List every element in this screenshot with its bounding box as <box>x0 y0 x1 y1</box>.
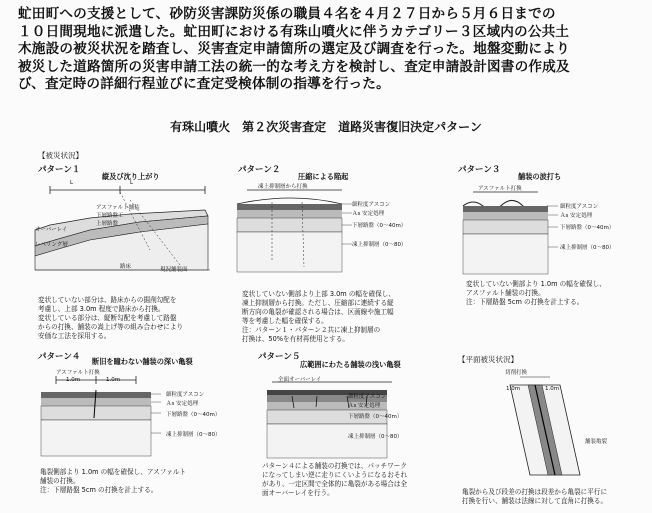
pattern-5-title: パターン５ <box>258 352 301 362</box>
pattern-3-caption: 舗装の波打ち <box>518 172 562 181</box>
intro-line: 木施設の被災状況を踏査し、災害査定申請箇所の選定及び調査を行った。地盤変動により <box>18 41 570 57</box>
section-label: 【被災状況】 <box>38 151 83 160</box>
plan-label: 【平面被災状況】 <box>458 355 518 364</box>
p1-label: 現況舗装面 <box>160 267 188 273</box>
pattern-2-diagram <box>232 182 392 277</box>
pattern-2-caption: 圧縮による陥起 <box>298 172 349 181</box>
p1-label: アスファルト舗装 <box>96 205 140 211</box>
intro-line: び、査定時の詳細行程並びに査定受検体制の指導を行った。 <box>18 76 390 92</box>
p3-label: Ａs 安定処理 <box>560 213 593 219</box>
plan-dim: 1.0m <box>506 386 521 392</box>
p1-label: レベリング層 <box>35 242 68 248</box>
p4-label: Ａs 安定処理 <box>166 401 199 407</box>
intro-line: 虻田町への支援として、砂防災害課防災係の職員４名を４月２７日から５月６日までの <box>18 6 556 22</box>
intro-line: １０日間現地に派遣した。虻田町における有珠山噴火に伴うカテゴリー３区域内の公共土 <box>18 23 570 40</box>
p2-label: 凍上抑制層（0～80） <box>352 242 407 248</box>
p2-label: Ａs 安定処理 <box>352 211 385 217</box>
p4-dim: 1.0m <box>106 377 121 383</box>
p1-label: 下層路盤工 <box>96 213 124 219</box>
p4-label: アスファルト打換 <box>56 370 100 376</box>
pattern-1-caption: 縦及び沈り上がり <box>102 172 160 181</box>
intro-line: 被災した道路箇所の災害申請工法の統一的な考え方を検討し、査定申請設計図書の作成及 <box>18 58 570 75</box>
plan-diagram <box>470 365 620 485</box>
pattern-1-title: パターン１ <box>38 165 81 175</box>
p1-label: 路床 <box>120 264 132 270</box>
pattern-4-note: 亀裂側部より 1.0m の幅を確保し、アスファルト 舗装の打換。 注：下層路盤 5cm の打換を計上する。 <box>40 468 186 494</box>
intro-paragraph <box>18 6 638 94</box>
pattern-4-title: パターン４ <box>38 352 81 362</box>
p5-label: 凍上抑制層（0～80） <box>348 434 403 440</box>
p5-label: 細粒度アスコン <box>348 394 387 400</box>
p2-label: 凍上抑制層から打換 <box>258 184 308 190</box>
p3-label: 凍上抑制層（0～80） <box>560 245 615 251</box>
plan-dim: 1.0m <box>545 386 560 392</box>
p1-label: 上層路盤 <box>96 221 119 227</box>
p1-dim-l2: L <box>130 180 134 186</box>
plan-label-cut: 切削打換 <box>505 370 528 376</box>
p1-dim-l: L <box>70 180 74 186</box>
pattern-5-note: パターン４による舗装の打換では、パッチワーク になってしまい逆に走りにくいようになるおそれ があり、一定区間で全体的に亀裂がある場合は全 面オーバーレイを行う。 <box>262 462 408 497</box>
pattern-4-caption: 断旧を瞳わない舗装の深い亀裂 <box>92 357 193 366</box>
p3-label: 下層路盤（0～40m） <box>560 225 615 231</box>
p5-label: 下層路盤（0～40m） <box>348 414 403 420</box>
pattern-5-caption: 広範囲にわたる舗装の浅い亀裂 <box>300 360 401 369</box>
plan-note: 亀裂から及び段差の打換は段差から亀裂に平行に 打換を行い、舗装は法線に対して直角に打換る。 <box>462 488 608 505</box>
pattern-1-note: 変状していない部分は、路床からの掘削勾配を 考慮し、上部 3.0m 程度で路床から打換。 変状している部分は、縦断勾配を考慮して路盤 からの打換、舗装の嵩上げ等の組み合わせにより 安価な工法を採用する。 <box>38 296 184 340</box>
pattern-3-title: パターン３ <box>458 165 501 175</box>
p2-label: 細粒度アスコン <box>352 202 391 208</box>
pattern-2-note: 変状していない側部より上部 3.0m の幅を確保し、 凍上抑制層から打換。ただし、圧縮部に連続する縦 断方向の亀裂が確認される場合は、区画線や施工幅 等を考慮した幅を確保する。 注：パターン１・パターン２共に凍上抑制層の 打換は、50%を有材再使用とする。 <box>242 290 395 343</box>
p2-label: 下層路盤（0～40m） <box>352 223 407 229</box>
pattern-3-note: 変状していない側部より 1.0m の幅を確保し、 アスファルト舗装の打換。 注：下層路盤 5cm の打換を計上する。 <box>466 280 606 306</box>
pattern-2-title: パターン２ <box>238 165 281 175</box>
p3-label: 細粒度アスコン <box>560 204 599 210</box>
p5-label: Ａs 安定処理 <box>348 403 381 409</box>
p4-dim: 1.0m <box>66 377 81 383</box>
p4-label: 凍上抑制層（0～80） <box>166 432 221 438</box>
p4-label: 下層路盤（0～40m） <box>166 412 221 418</box>
plan-label-crack: 舗装亀裂 <box>585 439 608 445</box>
p4-label: 細粒度アスコン <box>166 392 205 398</box>
p1-label: オーバーレイ <box>35 227 68 233</box>
p5-label: 全面オーバーレイ <box>278 377 322 383</box>
p3-label: アスファルト打換 <box>478 186 522 192</box>
document-title: 有珠山噴火 第２次災害査定 道路災害復旧決定パターン <box>170 120 482 134</box>
